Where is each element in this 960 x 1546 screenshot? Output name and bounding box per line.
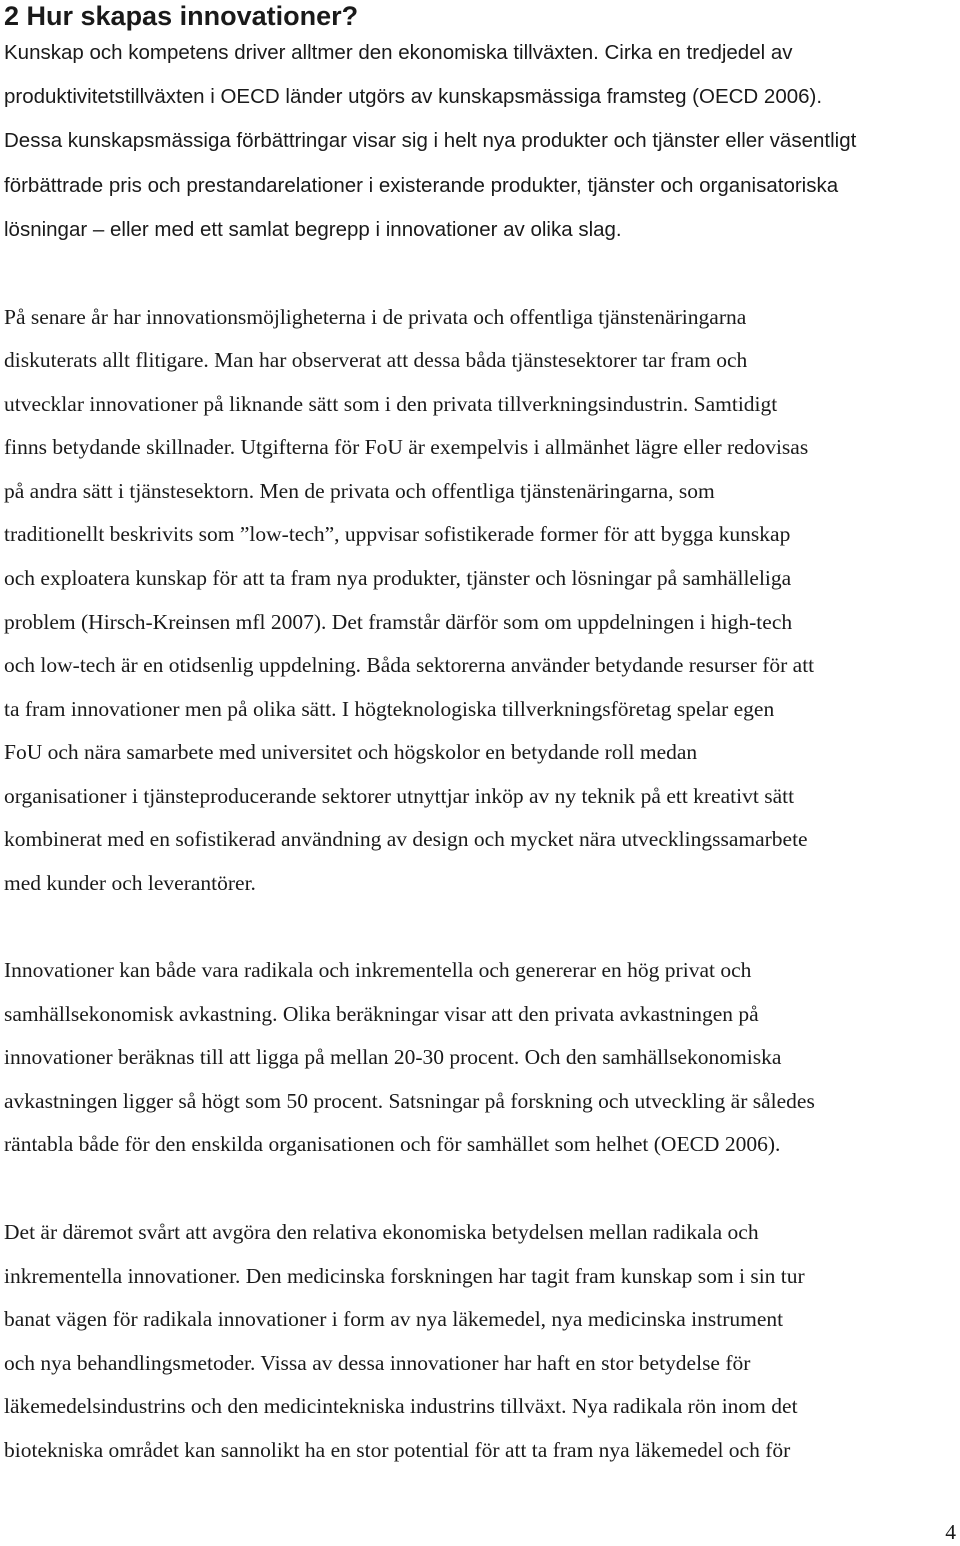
paragraph-line: med kunder och leverantörer. xyxy=(4,871,256,895)
paragraph-line: samhällsekonomisk avkastning. Olika beräkningar visar att den privata avkastningen på xyxy=(4,1002,759,1026)
paragraph-line: och low-tech är en otidsenlig uppdelning. Båda sektorerna använder betydande resurser för att xyxy=(4,653,815,677)
paragraph-line: kombinerat med en sofistikerad användning av design och mycket nära utvecklingssamarbete xyxy=(4,827,808,851)
paragraph-line: och nya behandlingsmetoder. Vissa av dessa innovationer har haft en stor betydelse för xyxy=(4,1351,751,1375)
paragraph-line: förbättrade pris och prestandarelationer i existerande produkter, tjänster och organisatoriska xyxy=(4,174,839,197)
paragraph-line: räntabla både för den enskilda organisationen och för samhället som helhet (OECD 2006). xyxy=(4,1132,781,1156)
paragraph-line: Det är däremot svårt att avgöra den relativa ekonomiska betydelsen mellan radikala och xyxy=(4,1220,759,1244)
paragraph-line: Dessa kunskapsmässiga förbättringar visar sig i helt nya produkter och tjänster eller väsentligt xyxy=(4,129,857,152)
paragraph-line: problem (Hirsch-Kreinsen mfl 2007). Det framstår därför som om uppdelningen i high-tech xyxy=(4,610,793,634)
paragraph-line: FoU och nära samarbete med universitet och högskolor en betydande roll medan xyxy=(4,740,698,764)
paragraph-line: diskuterats allt flitigare. Man har observerat att dessa båda tjänstesektorer tar fram och xyxy=(4,348,748,372)
paragraph-line: finns betydande skillnader. Utgifterna för FoU är exempelvis i allmänhet lägre eller redovisas xyxy=(4,435,809,459)
paragraph-line: på andra sätt i tjänstesektorn. Men de privata och offentliga tjänstenäringarna, som xyxy=(4,479,715,503)
section-heading: 2 Hur skapas innovationer? xyxy=(4,1,359,31)
paragraph-line: banat vägen för radikala innovationer i form av nya läkemedel, nya medicinska instrument xyxy=(4,1307,784,1331)
paragraph-line: traditionellt beskrivits som ”low-tech”, uppvisar sofistikerade former för att bygga kunskap xyxy=(4,522,791,546)
paragraph-line: organisationer i tjänsteproducerande sektorer utnyttjar inköp av ny teknik på ett kreativt sätt xyxy=(4,784,795,808)
paragraph-line: läkemedelsindustrins och den medicintekniska industrins tillväxt. Nya radikala rön inom det xyxy=(4,1394,798,1418)
paragraph-line: biotekniska området kan sannolikt ha en stor potential för att ta fram nya läkemedel och för xyxy=(4,1438,791,1462)
paragraph-line: inkrementella innovationer. Den medicinska forskningen har tagit fram kunskap som i sin tur xyxy=(4,1264,805,1288)
paragraph-line: innovationer beräknas till att ligga på mellan 20-30 procent. Och den samhällsekonomiska xyxy=(4,1045,782,1069)
paragraph-line: utvecklar innovationer på liknande sätt som i den privata tillverkningsindustrin. Samtidigt xyxy=(4,392,778,416)
paragraph-line: och exploatera kunskap för att ta fram nya produkter, tjänster och lösningar på samhälleliga xyxy=(4,566,792,590)
paragraph-line: Innovationer kan både vara radikala och inkrementella och genererar en hög privat och xyxy=(4,958,752,982)
paragraph-line: På senare år har innovationsmöjligheterna i de privata och offentliga tjänstenäringarna xyxy=(4,305,747,329)
paragraph-line: avkastningen ligger så högt som 50 procent. Satsningar på forskning och utveckling är således xyxy=(4,1089,815,1113)
paragraph-line: Kunskap och kompetens driver alltmer den ekonomiska tillväxten. Cirka en tredjedel av xyxy=(4,41,793,64)
paragraph-line: ta fram innovationer men på olika sätt. I högteknologiska tillverkningsföretag spelar egen xyxy=(4,697,775,721)
paragraph-line: produktivitetstillväxten i OECD länder utgörs av kunskapsmässiga framsteg (OECD 2006). xyxy=(4,85,823,108)
paragraph-line: lösningar – eller med ett samlat begrepp i innovationer av olika slag. xyxy=(4,218,622,241)
page-number: 4 xyxy=(945,1520,956,1544)
